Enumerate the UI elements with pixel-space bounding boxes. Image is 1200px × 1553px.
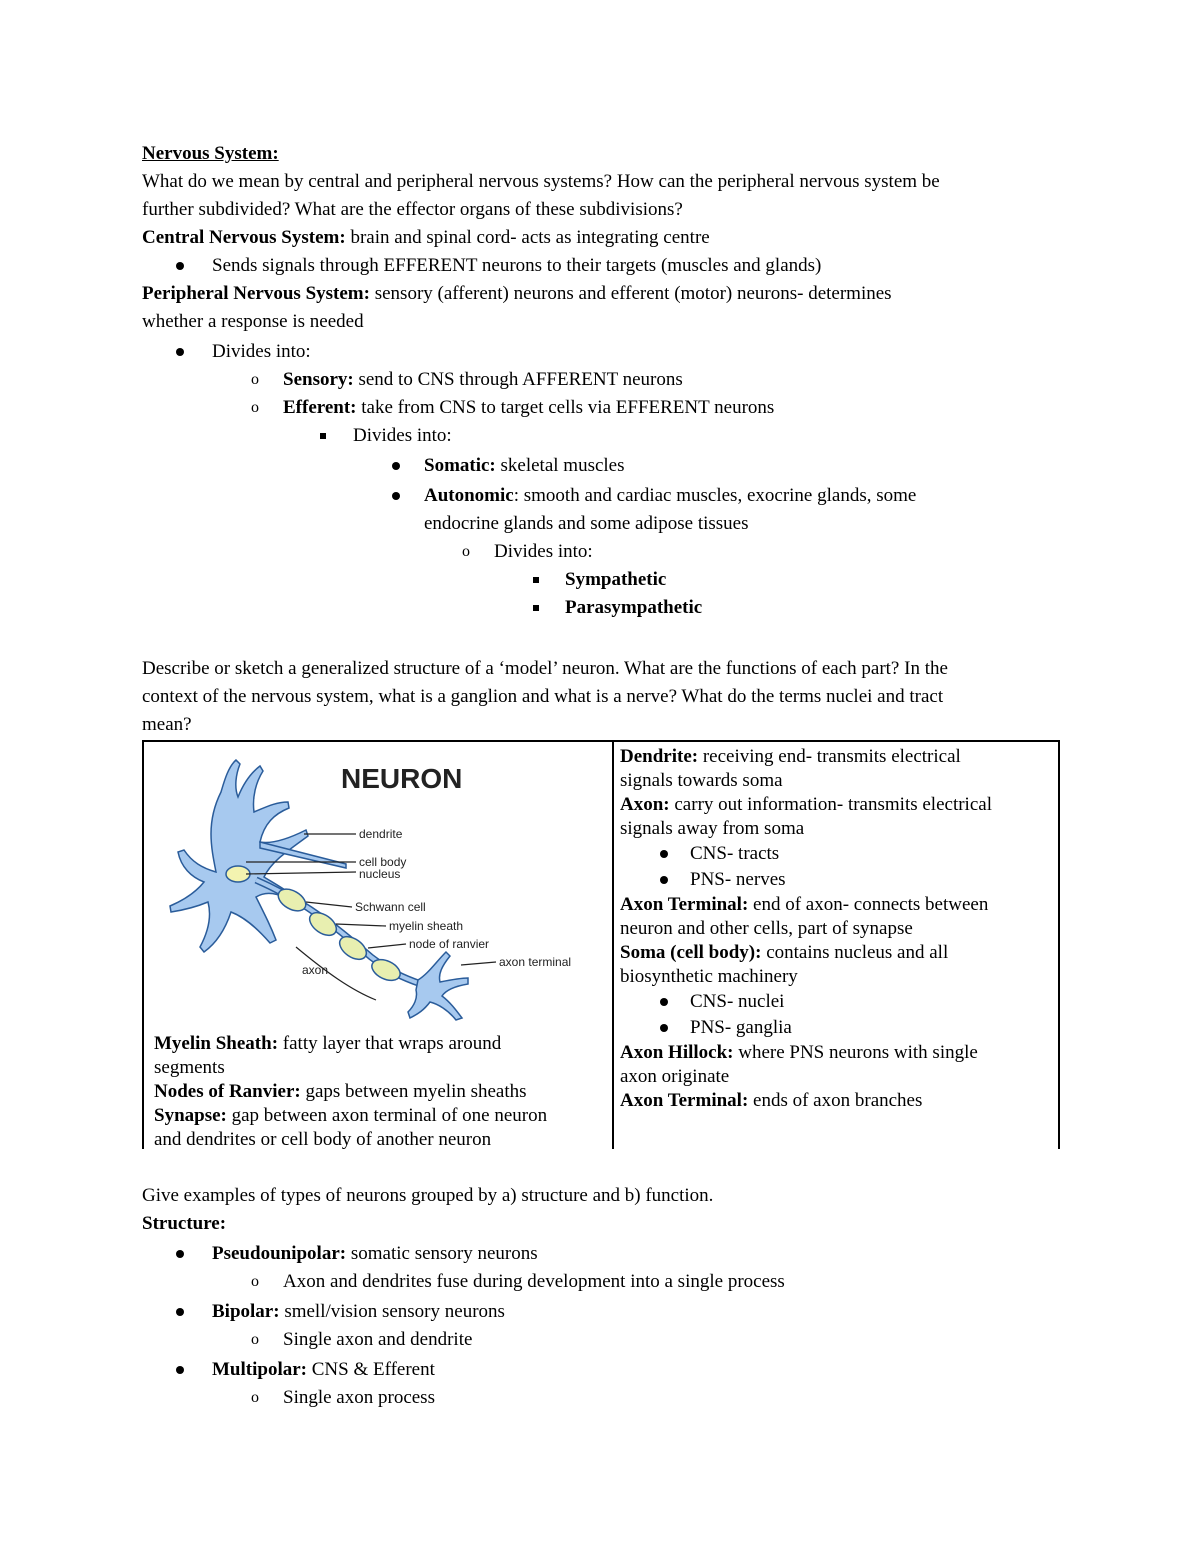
list-item	[142, 252, 1062, 280]
term-label: Bipolar:	[212, 1301, 280, 1322]
list-item	[620, 1015, 1054, 1041]
list-item	[142, 566, 1062, 594]
term-label: Sensory:	[283, 369, 354, 390]
definition-synapse	[154, 1104, 609, 1128]
list-item-text: Single axon process	[283, 1387, 435, 1408]
list-item	[142, 422, 1062, 450]
term-label: Sympathetic	[565, 569, 667, 590]
circle-bullet-icon: o	[251, 1389, 259, 1406]
term-label: Myelin Sheath:	[154, 1033, 279, 1054]
list-item-text: Sends signals through EFFERENT neurons to their targets (muscles and glands)	[212, 255, 822, 276]
label-nucleus: nucleus	[359, 867, 401, 881]
definition-text: gaps between myelin sheaths	[300, 1081, 527, 1102]
pns-definition	[142, 280, 1062, 308]
list-item	[142, 394, 1062, 422]
term-label: Axon:	[620, 794, 670, 815]
definition-text: signals away from soma	[620, 818, 805, 839]
neuron-table	[142, 740, 1060, 1149]
term-label: Pseudounipolar:	[212, 1243, 347, 1264]
square-bullet-icon	[533, 577, 539, 583]
definition-text: sensory (afferent) neurons and efferent (motor) neurons- determines	[369, 283, 892, 304]
table-cell-right	[612, 742, 1060, 1149]
question-text: further subdivided? What are the effector organs of these subdivisions?	[142, 199, 683, 220]
bullet-icon	[660, 998, 668, 1006]
label-node-of-ranvier: node of ranvier	[409, 937, 490, 951]
bullet-icon	[392, 462, 400, 470]
list-item	[142, 594, 1062, 622]
question-text: Give examples of types of neurons grouped by a) structure and b) function.	[142, 1185, 714, 1206]
square-bullet-icon	[533, 605, 539, 611]
term-label: Efferent:	[283, 397, 357, 418]
definition-text: CNS & Efferent	[307, 1359, 435, 1380]
definition-text: endocrine glands and some adipose tissues	[424, 513, 749, 534]
list-item	[142, 1356, 1062, 1384]
list-item	[142, 1298, 1062, 1326]
cns-definition	[142, 224, 1062, 252]
right-cell-definitions	[620, 745, 1054, 1113]
diagram-labels	[302, 827, 571, 977]
term-label: Central Nervous System:	[142, 227, 346, 248]
label-dendrite: dendrite	[359, 827, 403, 841]
label-axon: axon	[302, 963, 329, 977]
definition-text: brain and spinal cord- acts as integrating centre	[345, 227, 710, 248]
definition-text: contains nucleus and all	[761, 942, 949, 963]
term-label: Parasympathetic	[565, 597, 703, 618]
definition-text: somatic sensory neurons	[346, 1243, 538, 1264]
definition-axon	[620, 793, 1054, 817]
section-title-nervous-system: Nervous System:	[142, 143, 279, 164]
bullet-icon	[660, 850, 668, 858]
question-text: Describe or sketch a generalized structure of a ‘model’ neuron. What are the functions of each part? In the	[142, 658, 948, 679]
bullet-icon	[176, 262, 184, 270]
circle-bullet-icon: o	[462, 543, 470, 560]
term-label: Dendrite:	[620, 746, 699, 767]
list-item	[142, 538, 1062, 566]
list-item-text: Divides into:	[353, 425, 452, 446]
list-item	[142, 1384, 1062, 1412]
list-item-text: Axon and dendrites fuse during development into a single process	[283, 1271, 785, 1292]
term-label: Axon Terminal:	[620, 894, 749, 915]
list-item-text: PNS- ganglia	[690, 1017, 792, 1038]
list-item	[142, 482, 1062, 510]
diagram-title: NEURON	[341, 763, 463, 794]
bullet-icon	[176, 1250, 184, 1258]
definition-text: take from CNS to target cells via EFFERENT neurons	[356, 397, 775, 418]
list-item	[142, 1240, 1062, 1268]
definition-axon-terminal	[620, 893, 1054, 917]
list-item-text: PNS- nerves	[690, 869, 786, 890]
definition-text: : smooth and cardiac muscles, exocrine glands, some	[513, 485, 917, 506]
term-label: Soma (cell body):	[620, 942, 762, 963]
list-item	[142, 1268, 1062, 1296]
list-item	[142, 338, 1062, 366]
section-neuron-types	[142, 1182, 1062, 1412]
definition-text: send to CNS through AFFERENT neurons	[353, 369, 683, 390]
definition-text: fatty layer that wraps around	[278, 1033, 502, 1054]
list-item-text: Single axon and dendrite	[283, 1329, 473, 1350]
definition-axon-hillock	[620, 1041, 1054, 1065]
definition-text: end of axon- connects between	[748, 894, 989, 915]
definition-text: segments	[154, 1057, 225, 1078]
list-item	[142, 1326, 1062, 1354]
subheading-structure: Structure:	[142, 1213, 227, 1234]
neuron-diagram	[156, 752, 576, 1024]
definition-text: axon originate	[620, 1066, 730, 1087]
list-item	[620, 841, 1054, 867]
left-cell-definitions	[154, 1032, 609, 1152]
question-text: What do we mean by central and peripheral nervous systems? How can the peripheral nervous system be	[142, 171, 940, 192]
circle-bullet-icon: o	[251, 371, 259, 388]
list-item-text: CNS- tracts	[690, 843, 780, 864]
term-label: Axon Terminal:	[620, 1090, 749, 1111]
definition-text: biosynthetic machinery	[620, 966, 798, 987]
term-label: Somatic:	[424, 455, 496, 476]
list-item-text: Divides into:	[212, 341, 311, 362]
definition-text: and dendrites or cell body of another neuron	[154, 1129, 492, 1150]
definition-text: gap between axon terminal of one neuron	[226, 1105, 548, 1126]
definition-text: skeletal muscles	[495, 455, 625, 476]
bullet-icon	[660, 1024, 668, 1032]
label-myelin-sheath: myelin sheath	[389, 919, 464, 933]
bullet-icon	[176, 1308, 184, 1316]
square-bullet-icon	[320, 433, 326, 439]
table-cell-left	[142, 742, 614, 1149]
circle-bullet-icon: o	[251, 1331, 259, 1348]
bullet-icon	[660, 876, 668, 884]
definition-axon-terminal-2	[620, 1089, 1054, 1113]
list-item-text: Divides into:	[494, 541, 593, 562]
definition-text: signals towards soma	[620, 770, 783, 791]
bullet-icon	[176, 348, 184, 356]
list-item-text: CNS- nuclei	[690, 991, 785, 1012]
term-label: Nodes of Ranvier:	[154, 1081, 301, 1102]
definition-nodes-of-ranvier	[154, 1080, 609, 1104]
definition-soma	[620, 941, 1054, 965]
list-item	[142, 366, 1062, 394]
list-item	[142, 452, 1062, 480]
label-axon-terminal: axon terminal	[499, 955, 572, 969]
term-label: Multipolar:	[212, 1359, 307, 1380]
document-page	[142, 140, 1062, 739]
list-item	[620, 989, 1054, 1015]
definition-text: carry out information- transmits electrical	[669, 794, 992, 815]
axon-terminal-branches	[408, 952, 468, 1020]
circle-bullet-icon: o	[251, 1273, 259, 1290]
term-label: Synapse:	[154, 1105, 227, 1126]
definition-text: receiving end- transmits electrical	[698, 746, 961, 767]
term-label: Peripheral Nervous System:	[142, 283, 370, 304]
definition-text: ends of axon branches	[748, 1090, 923, 1111]
bullet-icon	[392, 492, 400, 500]
question-text: context of the nervous system, what is a ganglion and what is a nerve? What do the terms nuclei and tract	[142, 686, 944, 707]
definition-text: where PNS neurons with single	[733, 1042, 978, 1063]
term-label: Axon Hillock:	[620, 1042, 734, 1063]
label-cell-body: cell body	[359, 855, 407, 869]
term-label: Autonomic	[424, 485, 514, 506]
definition-text: smell/vision sensory neurons	[279, 1301, 505, 1322]
circle-bullet-icon: o	[251, 399, 259, 416]
list-item	[620, 867, 1054, 893]
label-schwann-cell: Schwann cell	[355, 900, 426, 914]
definition-dendrite	[620, 745, 1054, 769]
definition-text: whether a response is needed	[142, 311, 364, 332]
definition-text: neuron and other cells, part of synapse	[620, 918, 913, 939]
question-text: mean?	[142, 714, 192, 735]
definition-myelin-sheath	[154, 1032, 609, 1056]
bullet-icon	[176, 1366, 184, 1374]
